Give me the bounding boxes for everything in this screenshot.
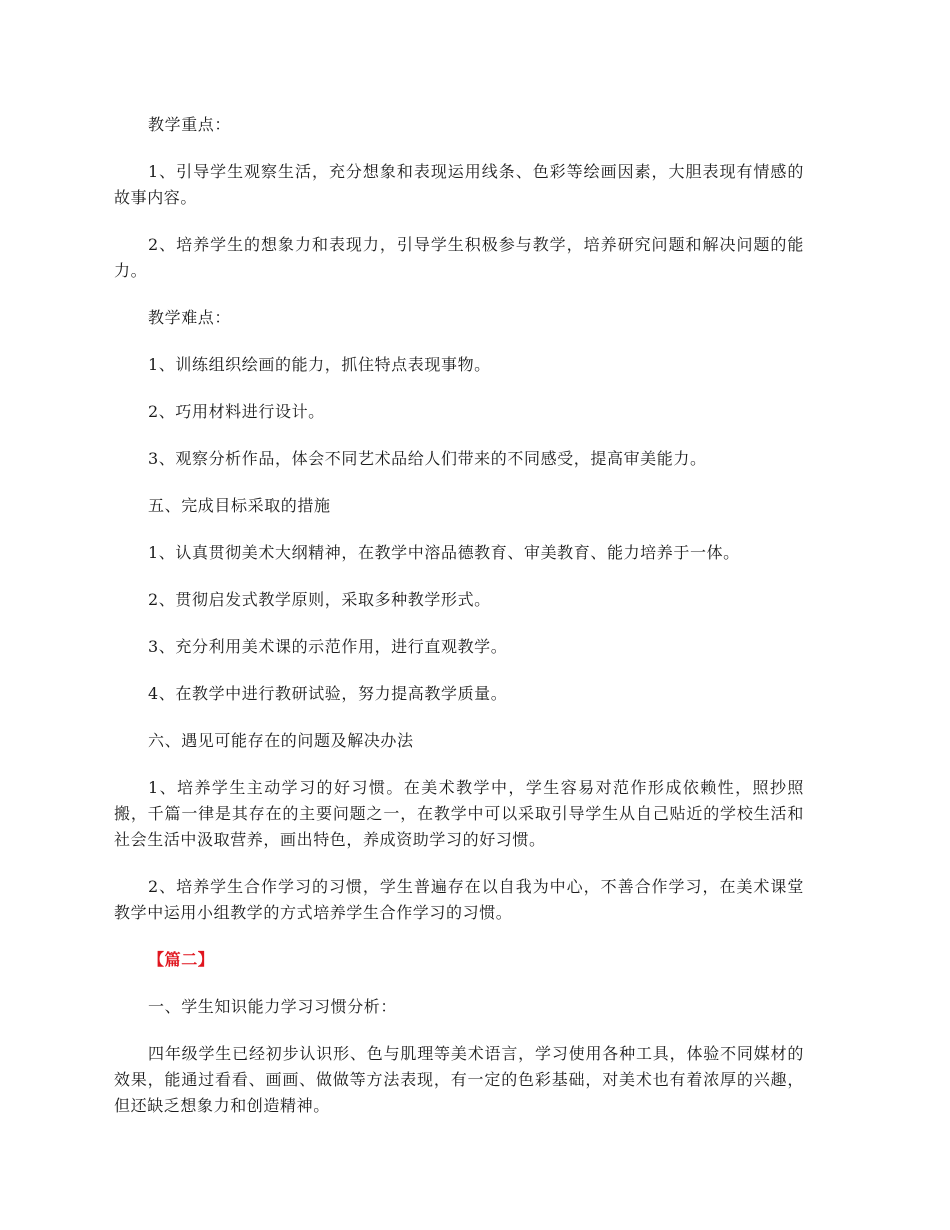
measure-item-4: 4、在教学中进行教研试验，努力提高教学质量。 — [148, 684, 508, 703]
difficulty-item-1: 1、训练组织绘画的能力，抓住特点表现事物。 — [148, 355, 491, 374]
focus-item-2: 2、培养学生的想象力和表现力，引导学生积极参与教学，培养研究问题和解决问题的能力。 — [114, 235, 804, 280]
measure-item-1: 1、认真贯彻美术大纲精神，在教学中溶品德教育、审美教育、能力培养于一体。 — [148, 543, 740, 562]
focus-item-1: 1、引导学生观察生活，充分想象和表现运用线条、色彩等绘画因素，大胆表现有情感的故事内容。 — [114, 162, 804, 207]
difficulty-item-3: 3、观察分析作品，体会不同艺术品给人们带来的不同感受，提高审美能力。 — [148, 449, 707, 468]
problem-item-2: 2、培养学生合作学习的习惯，学生普遍存在以自我为中心，不善合作学习，在美术课堂教学中运用小组教学的方式培养学生合作学习的习惯。 — [114, 877, 804, 922]
label-teaching-difficulty: 教学难点： — [148, 308, 232, 327]
difficulty-item-2: 2、巧用材料进行设计。 — [148, 402, 325, 421]
measure-item-2: 2、贯彻启发式教学原则，采取多种教学形式。 — [148, 590, 491, 609]
document-body — [114, 112, 804, 1140]
problem-item-1: 1、培养学生主动学习的好习惯。在美术教学中，学生容易对范作形成依赖性，照抄照搬，千篇一律是其存在的主要问题之一，在教学中可以采取引导学生从自己贴近的学校生活和社会生活中汲取营养，画出特色，养成资助学习的好习惯。 — [114, 778, 804, 849]
analysis-heading: 一、学生知识能力学习习惯分析： — [148, 997, 398, 1016]
section-heading-part-two: 【篇二】 — [148, 950, 215, 969]
section-five-heading: 五、完成目标采取的措施 — [148, 496, 331, 515]
label-teaching-focus: 教学重点： — [148, 115, 232, 134]
measure-item-3: 3、充分利用美术课的示范作用，进行直观教学。 — [148, 637, 508, 656]
section-six-heading: 六、遇见可能存在的问题及解决办法 — [148, 731, 414, 750]
analysis-paragraph: 四年级学生已经初步认识形、色与肌理等美术语言，学习使用各种工具，体验不同媒材的效果，能通过看看、画画、做做等方法表现，有一定的色彩基础，对美术也有着浓厚的兴趣，但还缺乏想象力和创造精神。 — [114, 1044, 804, 1115]
